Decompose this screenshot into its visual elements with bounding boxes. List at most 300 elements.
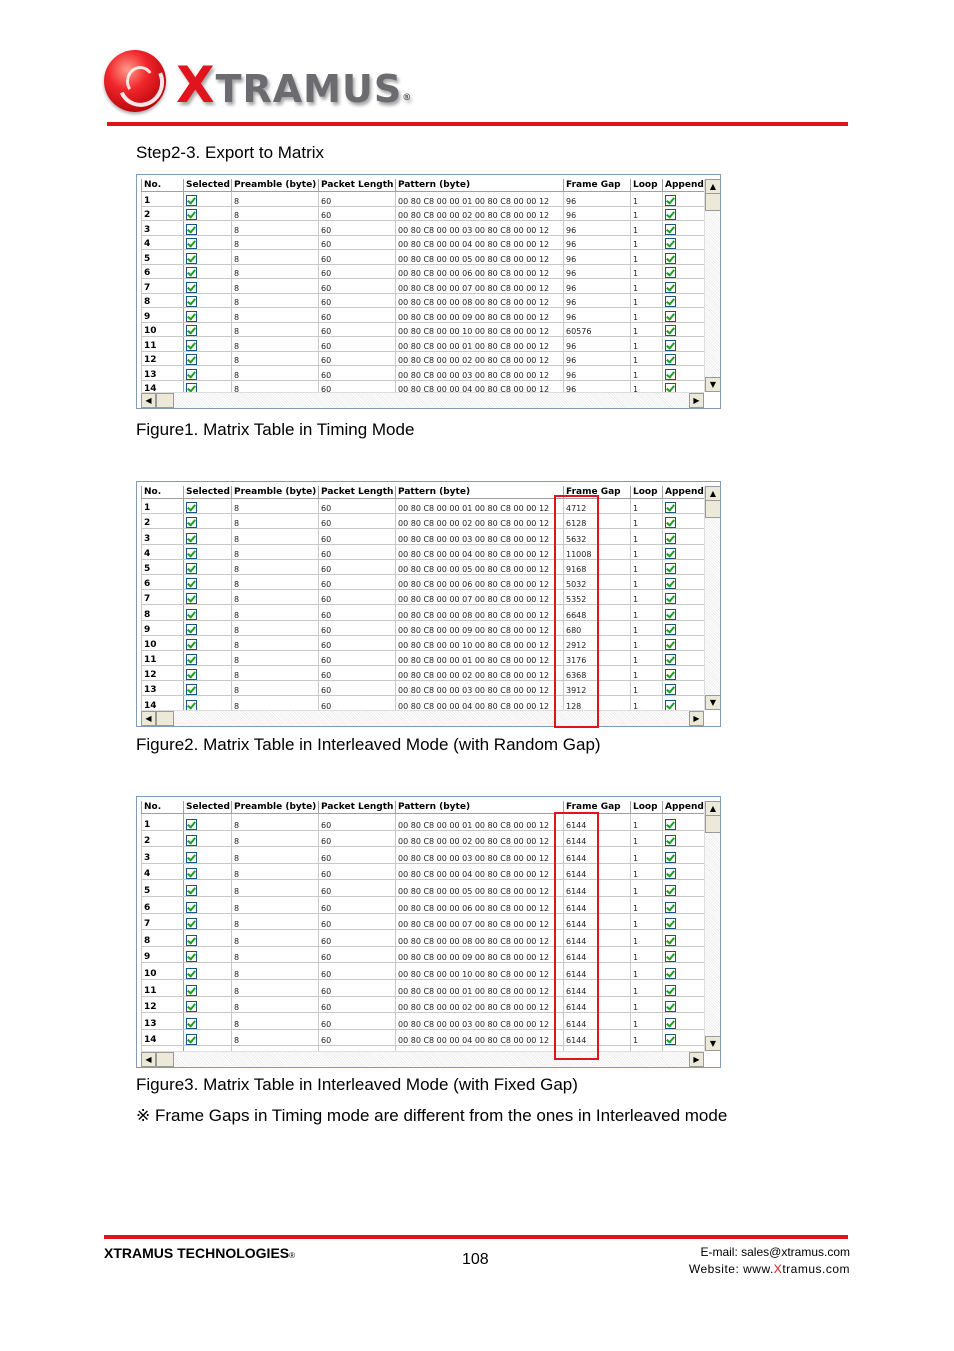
selected-checkbox[interactable] — [186, 325, 197, 336]
selected-checkbox[interactable] — [186, 533, 197, 544]
table-row[interactable] — [142, 514, 705, 529]
loop-cell: 1 — [631, 963, 663, 980]
table-row[interactable] — [142, 896, 705, 913]
table-row[interactable] — [142, 635, 705, 650]
table-row[interactable] — [142, 529, 705, 544]
frame-gap-cell: 6144 — [564, 1013, 631, 1030]
append-checkbox[interactable] — [665, 609, 676, 620]
append-checkbox[interactable] — [665, 224, 676, 235]
append-cell — [663, 235, 705, 250]
selected-cell — [184, 337, 232, 352]
column-header[interactable]: No. — [142, 801, 184, 814]
scroll-up-icon[interactable]: ▲ — [705, 179, 721, 194]
packet-length-cell: 60 — [319, 590, 396, 605]
scroll-thumb[interactable] — [705, 500, 721, 518]
scroll-thumb[interactable] — [156, 711, 174, 726]
frame-gap-cell: 96 — [564, 279, 631, 294]
selected-cell — [184, 250, 232, 265]
table-row[interactable] — [142, 1029, 705, 1046]
column-header[interactable]: Append — [663, 179, 705, 192]
row-number: 14 — [142, 1029, 184, 1046]
selected-cell — [184, 847, 232, 864]
row-number: 7 — [142, 590, 184, 605]
preamble-cell: 8 — [232, 235, 319, 250]
scroll-thumb[interactable] — [156, 1052, 174, 1067]
append-checkbox[interactable] — [665, 296, 676, 307]
pattern-cell: 00 80 C8 00 00 03 00 80 C8 00 00 12 — [396, 529, 564, 544]
row-number: 5 — [142, 880, 184, 897]
selected-checkbox[interactable] — [186, 502, 197, 513]
column-header[interactable]: Loop — [631, 486, 663, 499]
frame-gap-cell: 96 — [564, 380, 631, 392]
append-checkbox[interactable] — [665, 253, 676, 264]
scroll-left-icon[interactable]: ◀ — [141, 1052, 156, 1067]
scroll-down-icon[interactable]: ▼ — [705, 377, 721, 392]
scroll-down-icon[interactable]: ▼ — [705, 695, 721, 710]
selected-checkbox[interactable] — [186, 918, 197, 929]
column-header[interactable]: Preamble (byte) — [232, 486, 319, 499]
page-number: 108 — [462, 1251, 489, 1268]
append-cell — [663, 605, 705, 620]
selected-checkbox[interactable] — [186, 885, 197, 896]
append-cell — [663, 666, 705, 681]
column-header[interactable]: Pattern (byte) — [396, 179, 564, 192]
frame-gap-cell: 96 — [564, 337, 631, 352]
loop-cell: 1 — [631, 979, 663, 996]
append-checkbox[interactable] — [665, 654, 676, 665]
table-row[interactable] — [142, 863, 705, 880]
selected-cell — [184, 293, 232, 308]
append-checkbox[interactable] — [665, 563, 676, 574]
append-cell — [663, 620, 705, 635]
append-checkbox[interactable] — [665, 238, 676, 249]
scroll-left-icon[interactable]: ◀ — [141, 711, 156, 726]
pattern-cell: 00 80 C8 00 00 04 00 80 C8 00 00 12 — [396, 235, 564, 250]
scroll-up-icon[interactable]: ▲ — [705, 801, 721, 816]
table-row[interactable] — [142, 814, 705, 831]
append-checkbox[interactable] — [665, 835, 676, 846]
selected-checkbox[interactable] — [186, 835, 197, 846]
append-checkbox[interactable] — [665, 209, 676, 220]
frame-gap-cell: 3912 — [564, 681, 631, 696]
loop-cell: 1 — [631, 559, 663, 574]
column-header[interactable]: Packet Length — [319, 179, 396, 192]
pattern-cell: 00 80 C8 00 00 03 00 80 C8 00 00 12 — [396, 681, 564, 696]
column-header[interactable]: Selected — [184, 801, 232, 814]
table-row[interactable] — [142, 880, 705, 897]
append-checkbox[interactable] — [665, 517, 676, 528]
table-row[interactable] — [142, 996, 705, 1013]
append-checkbox[interactable] — [665, 325, 676, 336]
table-row[interactable] — [142, 650, 705, 665]
selected-checkbox[interactable] — [186, 609, 197, 620]
selected-checkbox[interactable] — [186, 238, 197, 249]
pattern-cell: 00 80 C8 00 00 08 00 80 C8 00 00 12 — [396, 930, 564, 947]
append-checkbox[interactable] — [665, 195, 676, 206]
row-number: 10 — [142, 963, 184, 980]
matrix-table-random-gap[interactable] — [136, 481, 721, 727]
append-checkbox[interactable] — [665, 684, 676, 695]
table-row[interactable] — [142, 499, 705, 514]
selected-cell — [184, 996, 232, 1013]
pattern-cell: 00 80 C8 00 00 02 00 80 C8 00 00 12 — [396, 351, 564, 366]
table-row[interactable] — [142, 681, 705, 696]
selected-checkbox[interactable] — [186, 563, 197, 574]
append-checkbox[interactable] — [665, 868, 676, 879]
selected-checkbox[interactable] — [186, 517, 197, 528]
preamble-cell: 8 — [232, 574, 319, 589]
append-checkbox[interactable] — [665, 1034, 676, 1045]
append-checkbox[interactable] — [665, 548, 676, 559]
selected-checkbox[interactable] — [186, 578, 197, 589]
preamble-cell: 8 — [232, 830, 319, 847]
loop-cell: 1 — [631, 930, 663, 947]
selected-checkbox[interactable] — [186, 985, 197, 996]
append-checkbox[interactable] — [665, 852, 676, 863]
append-checkbox[interactable] — [665, 951, 676, 962]
table-row[interactable] — [142, 366, 705, 381]
frame-gap-cell: 96 — [564, 250, 631, 265]
row-number: 6 — [142, 574, 184, 589]
pattern-cell: 00 80 C8 00 00 05 00 80 C8 00 00 12 — [396, 880, 564, 897]
scroll-up-icon[interactable]: ▲ — [705, 486, 721, 501]
selected-cell — [184, 666, 232, 681]
table-row[interactable] — [142, 235, 705, 250]
table-row[interactable] — [142, 380, 705, 392]
selected-cell — [184, 264, 232, 279]
append-cell — [663, 221, 705, 236]
loop-cell: 1 — [631, 351, 663, 366]
pattern-cell: 00 80 C8 00 00 10 00 80 C8 00 00 12 — [396, 322, 564, 337]
table-row[interactable] — [142, 308, 705, 323]
table-row[interactable] — [142, 574, 705, 589]
column-header[interactable]: No. — [142, 486, 184, 499]
table-row[interactable] — [142, 696, 705, 710]
append-checkbox[interactable] — [665, 918, 676, 929]
loop-cell: 1 — [631, 696, 663, 710]
append-checkbox[interactable] — [665, 819, 676, 830]
selected-checkbox[interactable] — [186, 354, 197, 365]
vertical-scrollbar[interactable] — [704, 179, 720, 392]
table-row[interactable] — [142, 930, 705, 947]
packet-length-cell: 60 — [319, 620, 396, 635]
append-cell — [663, 913, 705, 930]
selected-checkbox[interactable] — [186, 935, 197, 946]
matrix-table — [141, 179, 704, 392]
frame-gap-cell: 96 — [564, 366, 631, 381]
packet-length-cell: 60 — [319, 221, 396, 236]
append-checkbox[interactable] — [665, 639, 676, 650]
append-checkbox[interactable] — [665, 267, 676, 278]
table-row[interactable] — [142, 279, 705, 294]
append-checkbox[interactable] — [665, 502, 676, 513]
header-rule — [107, 122, 848, 126]
selected-checkbox[interactable] — [186, 902, 197, 913]
append-checkbox[interactable] — [665, 383, 676, 392]
column-header[interactable]: Selected — [184, 179, 232, 192]
pattern-cell: 00 80 C8 00 00 02 00 80 C8 00 00 12 — [396, 206, 564, 221]
append-checkbox[interactable] — [665, 700, 676, 710]
table-row[interactable] — [142, 221, 705, 236]
append-checkbox[interactable] — [665, 340, 676, 351]
selected-checkbox[interactable] — [186, 684, 197, 695]
selected-checkbox[interactable] — [186, 624, 197, 635]
append-checkbox[interactable] — [665, 533, 676, 544]
table-row[interactable] — [142, 337, 705, 352]
frame-gap-cell: 96 — [564, 206, 631, 221]
column-header[interactable]: Append — [663, 486, 705, 499]
table-row[interactable] — [142, 830, 705, 847]
preamble-cell: 8 — [232, 308, 319, 323]
table-row[interactable] — [142, 293, 705, 308]
pattern-cell: 00 80 C8 00 00 05 00 80 C8 00 00 12 — [396, 250, 564, 265]
selected-checkbox[interactable] — [186, 1034, 197, 1045]
packet-length-cell: 60 — [319, 605, 396, 620]
loop-cell: 1 — [631, 590, 663, 605]
selected-cell — [184, 529, 232, 544]
frame-gap-cell: 6144 — [564, 930, 631, 947]
loop-cell: 1 — [631, 880, 663, 897]
row-number: 10 — [142, 635, 184, 650]
frame-gap-cell: 60576 — [564, 322, 631, 337]
preamble-cell: 8 — [232, 930, 319, 947]
row-number: 1 — [142, 192, 184, 207]
append-checkbox[interactable] — [665, 968, 676, 979]
selected-checkbox[interactable] — [186, 593, 197, 604]
row-number: 8 — [142, 293, 184, 308]
matrix-table — [141, 486, 704, 710]
append-checkbox[interactable] — [665, 624, 676, 635]
append-cell — [663, 635, 705, 650]
selected-checkbox[interactable] — [186, 1001, 197, 1012]
packet-length-cell: 60 — [319, 337, 396, 352]
selected-checkbox[interactable] — [186, 654, 197, 665]
selected-cell — [184, 235, 232, 250]
packet-length-cell: 60 — [319, 366, 396, 381]
table-row[interactable] — [142, 192, 705, 207]
column-header[interactable]: Append — [663, 801, 705, 814]
table-row[interactable] — [142, 264, 705, 279]
selected-checkbox[interactable] — [186, 1018, 197, 1029]
table-row[interactable] — [142, 605, 705, 620]
append-checkbox[interactable] — [665, 885, 676, 896]
selected-checkbox[interactable] — [186, 868, 197, 879]
selected-checkbox[interactable] — [186, 968, 197, 979]
preamble-cell: 8 — [232, 635, 319, 650]
column-header[interactable]: Selected — [184, 486, 232, 499]
preamble-cell: 8 — [232, 946, 319, 963]
selected-cell — [184, 559, 232, 574]
packet-length-cell: 60 — [319, 351, 396, 366]
table-row[interactable] — [142, 1013, 705, 1030]
frame-gap-cell: 4712 — [564, 499, 631, 514]
scroll-right-icon[interactable]: ▶ — [689, 711, 704, 726]
column-header[interactable]: Loop — [631, 179, 663, 192]
table-row[interactable] — [142, 544, 705, 559]
loop-cell: 1 — [631, 605, 663, 620]
frame-gap-highlight — [554, 495, 599, 728]
column-header[interactable]: Pattern (byte) — [396, 486, 564, 499]
append-checkbox[interactable] — [665, 935, 676, 946]
scroll-right-icon[interactable]: ▶ — [689, 1052, 704, 1067]
append-checkbox[interactable] — [665, 985, 676, 996]
column-header[interactable]: Pattern (byte) — [396, 801, 564, 814]
append-checkbox[interactable] — [665, 354, 676, 365]
table-row[interactable] — [142, 206, 705, 221]
matrix-table-fixed-gap[interactable] — [136, 796, 721, 1068]
frame-gap-cell: 6144 — [564, 979, 631, 996]
table-row[interactable] — [142, 322, 705, 337]
append-checkbox[interactable] — [665, 669, 676, 680]
horizontal-scrollbar[interactable] — [141, 710, 704, 726]
frame-gap-cell: 96 — [564, 221, 631, 236]
pattern-cell: 00 80 C8 00 00 03 00 80 C8 00 00 12 — [396, 1013, 564, 1030]
table-row[interactable] — [142, 979, 705, 996]
append-checkbox[interactable] — [665, 902, 676, 913]
frame-gap-cell: 6128 — [564, 514, 631, 529]
packet-length-cell: 60 — [319, 235, 396, 250]
frame-gap-highlight — [554, 812, 599, 1060]
row-number: 6 — [142, 264, 184, 279]
selected-checkbox[interactable] — [186, 383, 197, 392]
selected-cell — [184, 635, 232, 650]
row-number: 6 — [142, 896, 184, 913]
preamble-cell: 8 — [232, 681, 319, 696]
frame-gap-cell: 6368 — [564, 666, 631, 681]
pattern-cell: 00 80 C8 00 00 02 00 80 C8 00 00 12 — [396, 514, 564, 529]
column-header[interactable]: Frame Gap — [564, 486, 631, 499]
matrix-grid — [141, 486, 704, 710]
append-cell — [663, 206, 705, 221]
column-header[interactable]: No. — [142, 179, 184, 192]
column-header[interactable]: Frame Gap — [564, 179, 631, 192]
column-header[interactable]: Loop — [631, 801, 663, 814]
selected-checkbox[interactable] — [186, 639, 197, 650]
vertical-scrollbar[interactable] — [704, 486, 720, 710]
preamble-cell: 8 — [232, 963, 319, 980]
row-number: 14 — [142, 380, 184, 392]
pattern-cell: 00 80 C8 00 00 04 00 80 C8 00 00 12 — [396, 1029, 564, 1046]
append-checkbox[interactable] — [665, 593, 676, 604]
selected-checkbox[interactable] — [186, 224, 197, 235]
append-checkbox[interactable] — [665, 1001, 676, 1012]
packet-length-cell: 60 — [319, 574, 396, 589]
table-row[interactable] — [142, 250, 705, 265]
frame-gap-cell: 96 — [564, 308, 631, 323]
pattern-cell: 00 80 C8 00 00 06 00 80 C8 00 00 12 — [396, 896, 564, 913]
table-row[interactable] — [142, 913, 705, 930]
pattern-cell: 00 80 C8 00 00 07 00 80 C8 00 00 12 — [396, 913, 564, 930]
table-row[interactable] — [142, 351, 705, 366]
column-header[interactable]: Packet Length — [319, 486, 396, 499]
selected-checkbox[interactable] — [186, 253, 197, 264]
preamble-cell: 8 — [232, 380, 319, 392]
packet-length-cell: 60 — [319, 559, 396, 574]
selected-cell — [184, 514, 232, 529]
loop-cell: 1 — [631, 264, 663, 279]
selected-checkbox[interactable] — [186, 369, 197, 380]
append-checkbox[interactable] — [665, 282, 676, 293]
selected-checkbox[interactable] — [186, 282, 197, 293]
preamble-cell: 8 — [232, 264, 319, 279]
column-header[interactable]: Packet Length — [319, 801, 396, 814]
packet-length-cell: 60 — [319, 963, 396, 980]
row-number: 5 — [142, 250, 184, 265]
table-row[interactable] — [142, 666, 705, 681]
row-number: 9 — [142, 308, 184, 323]
table-row[interactable] — [142, 559, 705, 574]
row-number: 7 — [142, 913, 184, 930]
selected-checkbox[interactable] — [186, 195, 197, 206]
selected-checkbox[interactable] — [186, 852, 197, 863]
append-cell — [663, 380, 705, 392]
footer-email[interactable]: E-mail: sales@xtramus.com — [700, 1245, 850, 1259]
preamble-cell: 8 — [232, 1029, 319, 1046]
scroll-right-icon[interactable]: ▶ — [689, 393, 704, 408]
selected-cell — [184, 863, 232, 880]
scroll-down-icon[interactable]: ▼ — [705, 1036, 721, 1051]
selected-checkbox[interactable] — [186, 669, 197, 680]
selected-checkbox[interactable] — [186, 267, 197, 278]
selected-checkbox[interactable] — [186, 819, 197, 830]
row-number: 4 — [142, 544, 184, 559]
column-header[interactable]: Preamble (byte) — [232, 179, 319, 192]
packet-length-cell: 60 — [319, 544, 396, 559]
table-row[interactable] — [142, 946, 705, 963]
loop-cell: 1 — [631, 946, 663, 963]
selected-checkbox[interactable] — [186, 311, 197, 322]
append-checkbox[interactable] — [665, 311, 676, 322]
row-number: 14 — [142, 696, 184, 710]
selected-checkbox[interactable] — [186, 700, 197, 710]
selected-checkbox[interactable] — [186, 340, 197, 351]
row-number: 2 — [142, 514, 184, 529]
selected-checkbox[interactable] — [186, 951, 197, 962]
selected-cell — [184, 206, 232, 221]
selected-cell — [184, 814, 232, 831]
matrix-table-timing[interactable] — [136, 174, 721, 409]
table-row[interactable] — [142, 963, 705, 980]
row-number: 8 — [142, 930, 184, 947]
column-header[interactable]: Frame Gap — [564, 801, 631, 814]
append-checkbox[interactable] — [665, 1018, 676, 1029]
table-row[interactable] — [142, 847, 705, 864]
scroll-thumb[interactable] — [705, 815, 721, 833]
table-row[interactable] — [142, 590, 705, 605]
append-cell — [663, 946, 705, 963]
vertical-scrollbar[interactable] — [704, 801, 720, 1051]
row-number: 13 — [142, 366, 184, 381]
preamble-cell: 8 — [232, 293, 319, 308]
scroll-left-icon[interactable]: ◀ — [141, 393, 156, 408]
selected-checkbox[interactable] — [186, 209, 197, 220]
preamble-cell: 8 — [232, 322, 319, 337]
selected-cell — [184, 279, 232, 294]
table-row[interactable] — [142, 620, 705, 635]
horizontal-scrollbar[interactable] — [141, 1051, 704, 1067]
column-header[interactable]: Preamble (byte) — [232, 801, 319, 814]
selected-checkbox[interactable] — [186, 296, 197, 307]
scroll-thumb[interactable] — [156, 393, 174, 408]
append-checkbox[interactable] — [665, 578, 676, 589]
footer-website[interactable]: Website: www.Xtramus.com — [688, 1262, 850, 1276]
append-checkbox[interactable] — [665, 369, 676, 380]
scroll-thumb[interactable] — [705, 193, 721, 211]
pattern-cell: 00 80 C8 00 00 04 00 80 C8 00 00 12 — [396, 544, 564, 559]
horizontal-scrollbar[interactable] — [141, 392, 704, 408]
selected-checkbox[interactable] — [186, 548, 197, 559]
selected-cell — [184, 913, 232, 930]
